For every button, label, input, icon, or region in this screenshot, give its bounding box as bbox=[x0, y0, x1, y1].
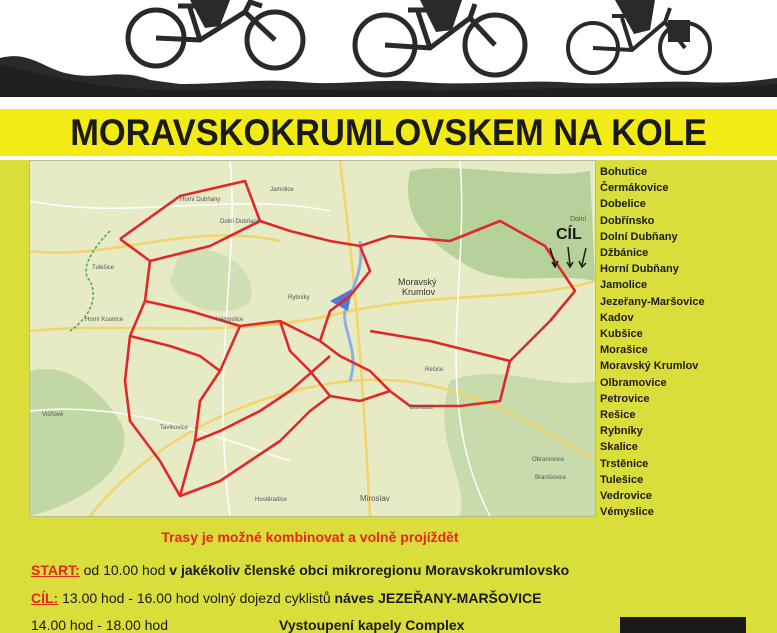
map-place-label: Horní Kounice bbox=[85, 317, 124, 323]
program-time: 14.00 hod - 18.00 hod bbox=[31, 617, 169, 633]
village-item: Horní Dubňany bbox=[600, 263, 679, 276]
village-item: Rešice bbox=[600, 409, 636, 422]
route-map bbox=[29, 160, 596, 517]
village-item: Trstěnice bbox=[600, 457, 649, 470]
town-label-2: Krumlov bbox=[402, 287, 436, 297]
map-place-label: Bohutice bbox=[410, 405, 434, 411]
village-item: Džbánice bbox=[600, 247, 649, 260]
village-item: Kadov bbox=[600, 311, 634, 324]
village-item: Moravský Krumlov bbox=[600, 360, 699, 373]
village-item: Bohutice bbox=[600, 166, 648, 178]
village-item: Kubšice bbox=[600, 328, 643, 341]
map-place-label: Dolní bbox=[570, 216, 587, 223]
start-line bbox=[31, 562, 569, 578]
map-place-label: Tulešice bbox=[92, 265, 115, 271]
map-place-label: Vémyslice bbox=[216, 317, 244, 323]
village-item: Rybníky bbox=[600, 425, 643, 438]
map-place-label: Rybníky bbox=[288, 295, 310, 301]
village-item: Dobřínsko bbox=[600, 214, 655, 227]
map-place-label: Miroslav bbox=[360, 494, 390, 503]
finish-label-text: CÍL: bbox=[31, 590, 59, 606]
village-item: Dobelice bbox=[600, 198, 646, 211]
village-item: Petrovice bbox=[600, 392, 650, 405]
map-place-label: Rešice bbox=[425, 367, 444, 373]
map-place-label: Jamolice bbox=[270, 187, 294, 193]
header-banner bbox=[0, 0, 777, 97]
village-item: Vedrovice bbox=[600, 490, 652, 503]
village-item: Dolní Dubňany bbox=[600, 230, 678, 243]
page-title: MORAVSKOKRUMLOVSKEM NA KOLE bbox=[27, 109, 750, 156]
village-item: Jamolice bbox=[600, 279, 648, 292]
town-label-1: Moravský bbox=[398, 277, 437, 287]
start-label: START: bbox=[31, 562, 80, 578]
map-place-label: Višňové bbox=[42, 412, 64, 418]
program-line bbox=[31, 617, 465, 633]
map-graphic bbox=[30, 161, 595, 516]
start-location: v jakékoliv členské obci mikroregionu Moravskokrumlovsko bbox=[169, 562, 570, 578]
village-item: Skalice bbox=[600, 441, 638, 454]
village-item: Olbramovice bbox=[600, 376, 667, 389]
cyclists-illustration bbox=[0, 0, 777, 97]
logo bbox=[620, 617, 746, 633]
village-item: Vémyslice bbox=[600, 506, 654, 519]
start-time: od 10.00 hod bbox=[83, 562, 170, 578]
finish-line bbox=[31, 590, 541, 606]
map-place-label: Branišovice bbox=[535, 475, 567, 481]
map-place-label: Obramovice bbox=[532, 457, 565, 463]
map-place-label: Dolní Dubňany bbox=[220, 219, 260, 225]
village-item: Čermákovice bbox=[600, 182, 669, 195]
finish-location: náves JEZEŘANY-MARŠOVICE bbox=[334, 590, 542, 606]
map-place-label: Tavíkovice bbox=[160, 425, 189, 431]
map-place-label: Hostěradice bbox=[255, 497, 288, 503]
village-item: Jezeřany-Maršovice bbox=[600, 295, 705, 308]
program-text: Vystoupení kapely Complex bbox=[279, 617, 465, 633]
village-list bbox=[600, 164, 775, 520]
village-item: Morašice bbox=[600, 344, 648, 357]
finish-label: CÍL bbox=[556, 226, 582, 243]
map-place-label: Horní Dubňany bbox=[180, 197, 221, 203]
route-note: Trasy je možné kombinovat a volně projíždět bbox=[161, 529, 459, 545]
finish-time: 13.00 hod - 16.00 hod volný dojezd cyklistů bbox=[62, 590, 335, 606]
village-item: Tulešice bbox=[600, 473, 644, 486]
